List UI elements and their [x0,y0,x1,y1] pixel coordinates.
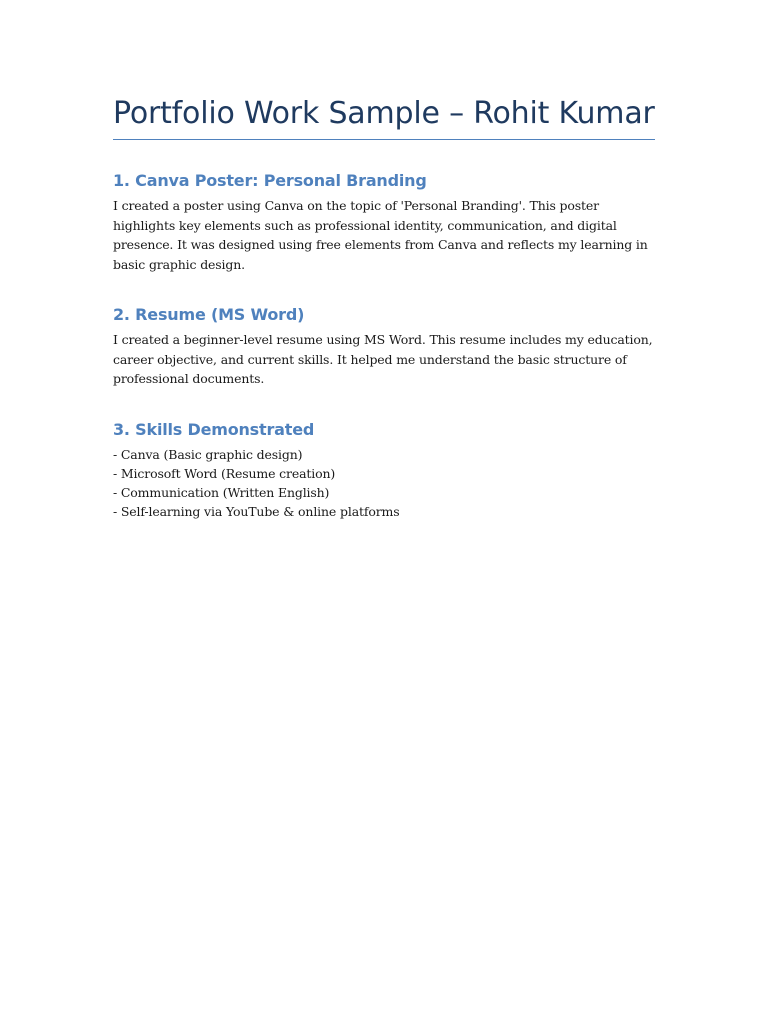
section-canva-poster [113,171,656,274]
document-title: Portfolio Work Sample – Rohit Kumar [113,96,655,131]
section-resume [113,305,656,389]
skills-list [113,445,656,522]
section-heading: 3. Skills Demonstrated [113,419,315,439]
section-skills [113,420,656,522]
list-item: - Self-learning via YouTube & online platforms [113,504,400,520]
section-body: I created a poster using Canva on the topic of 'Personal Branding'. This poster highlights key elements such as professional identity, communication, and digital presence. It was designed using free elements from Canva and reflects my learning in basic graphic design. [113,198,648,272]
list-item: - Microsoft Word (Resume creation) [113,465,336,481]
list-item: - Communication (Written English) [113,485,330,501]
list-item: - Canva (Basic graphic design) [113,446,303,462]
section-heading: 2. Resume (MS Word) [113,305,305,324]
section-body: I created a beginner-level resume using MS Word. This resume includes my education, career objective, and current skills. It helped me understand the basic structure of professional documents. [113,332,653,386]
title-underline [113,139,655,140]
document-page [113,92,656,522]
section-heading: 1. Canva Poster: Personal Branding [113,171,427,190]
